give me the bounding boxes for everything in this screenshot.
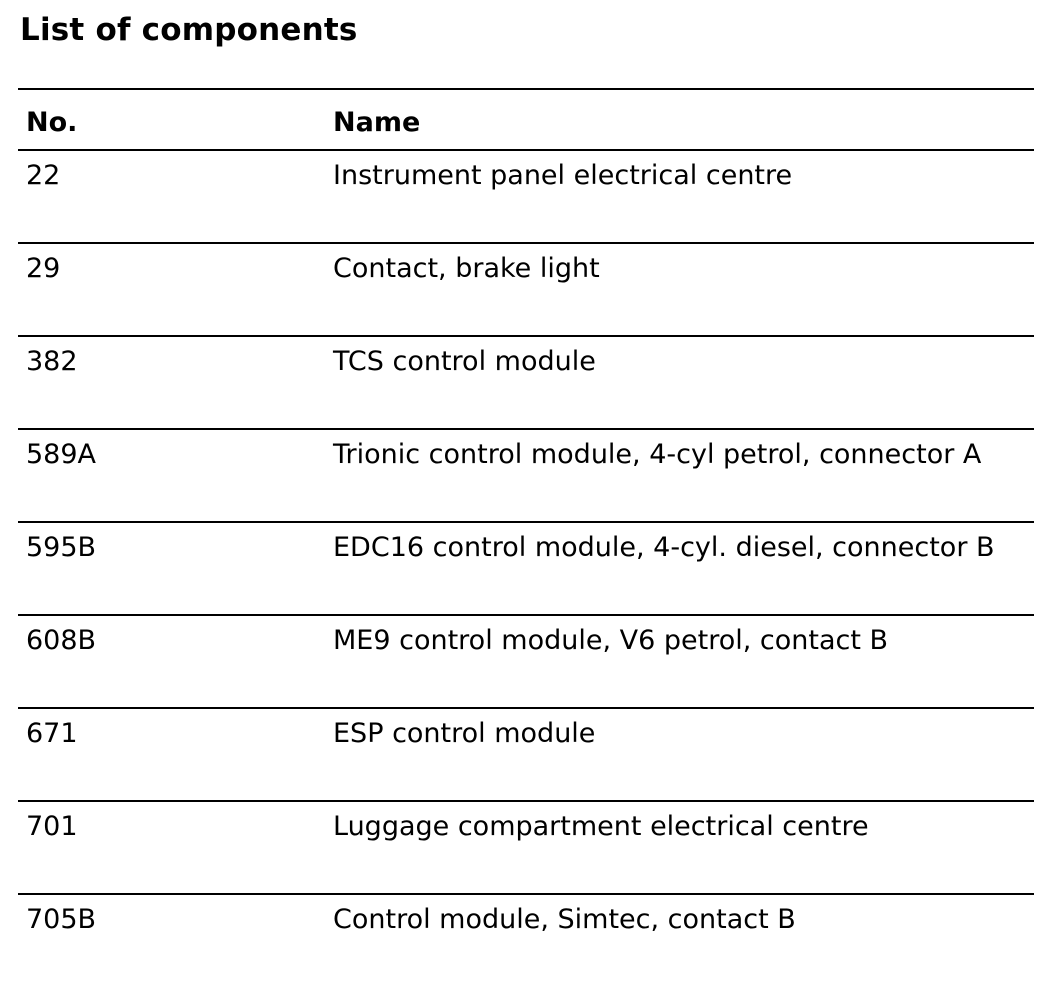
table-row xyxy=(18,708,1034,801)
table-row xyxy=(18,336,1034,429)
component-number: 671 xyxy=(18,708,325,801)
component-name: Instrument panel electrical centre xyxy=(325,150,1034,243)
table-header xyxy=(18,89,1034,150)
component-name: TCS control module xyxy=(325,336,1034,429)
table-row xyxy=(18,243,1034,336)
table-row xyxy=(18,894,1034,987)
table-row xyxy=(18,801,1034,894)
component-name: ESP control module xyxy=(325,708,1034,801)
component-name: Contact, brake light xyxy=(325,243,1034,336)
page-title: List of components xyxy=(20,12,358,48)
component-number: 608B xyxy=(18,615,325,708)
table-row xyxy=(18,429,1034,522)
component-name: Trionic control module, 4-cyl petrol, connector A xyxy=(325,429,1034,522)
component-number: 701 xyxy=(18,801,325,894)
component-number: 22 xyxy=(18,150,325,243)
table-row xyxy=(18,150,1034,243)
table-row xyxy=(18,615,1034,708)
component-number: 589A xyxy=(18,429,325,522)
component-name: EDC16 control module, 4-cyl. diesel, connector B xyxy=(325,522,1034,615)
component-name: ME9 control module, V6 petrol, contact B xyxy=(325,615,1034,708)
components-table xyxy=(18,88,1034,987)
table-header-row xyxy=(18,89,1034,150)
component-number: 705B xyxy=(26,904,97,935)
column-header-name: Name xyxy=(325,89,1034,150)
component-number: 29 xyxy=(18,243,325,336)
column-header-number: No. xyxy=(18,89,325,150)
table-body xyxy=(18,150,1034,987)
component-name: Luggage compartment electrical centre xyxy=(325,801,1034,894)
table-row xyxy=(18,522,1034,615)
component-number: 382 xyxy=(18,336,325,429)
component-number: 595B xyxy=(18,522,325,615)
component-name: Control module, Simtec, contact B xyxy=(333,904,796,935)
